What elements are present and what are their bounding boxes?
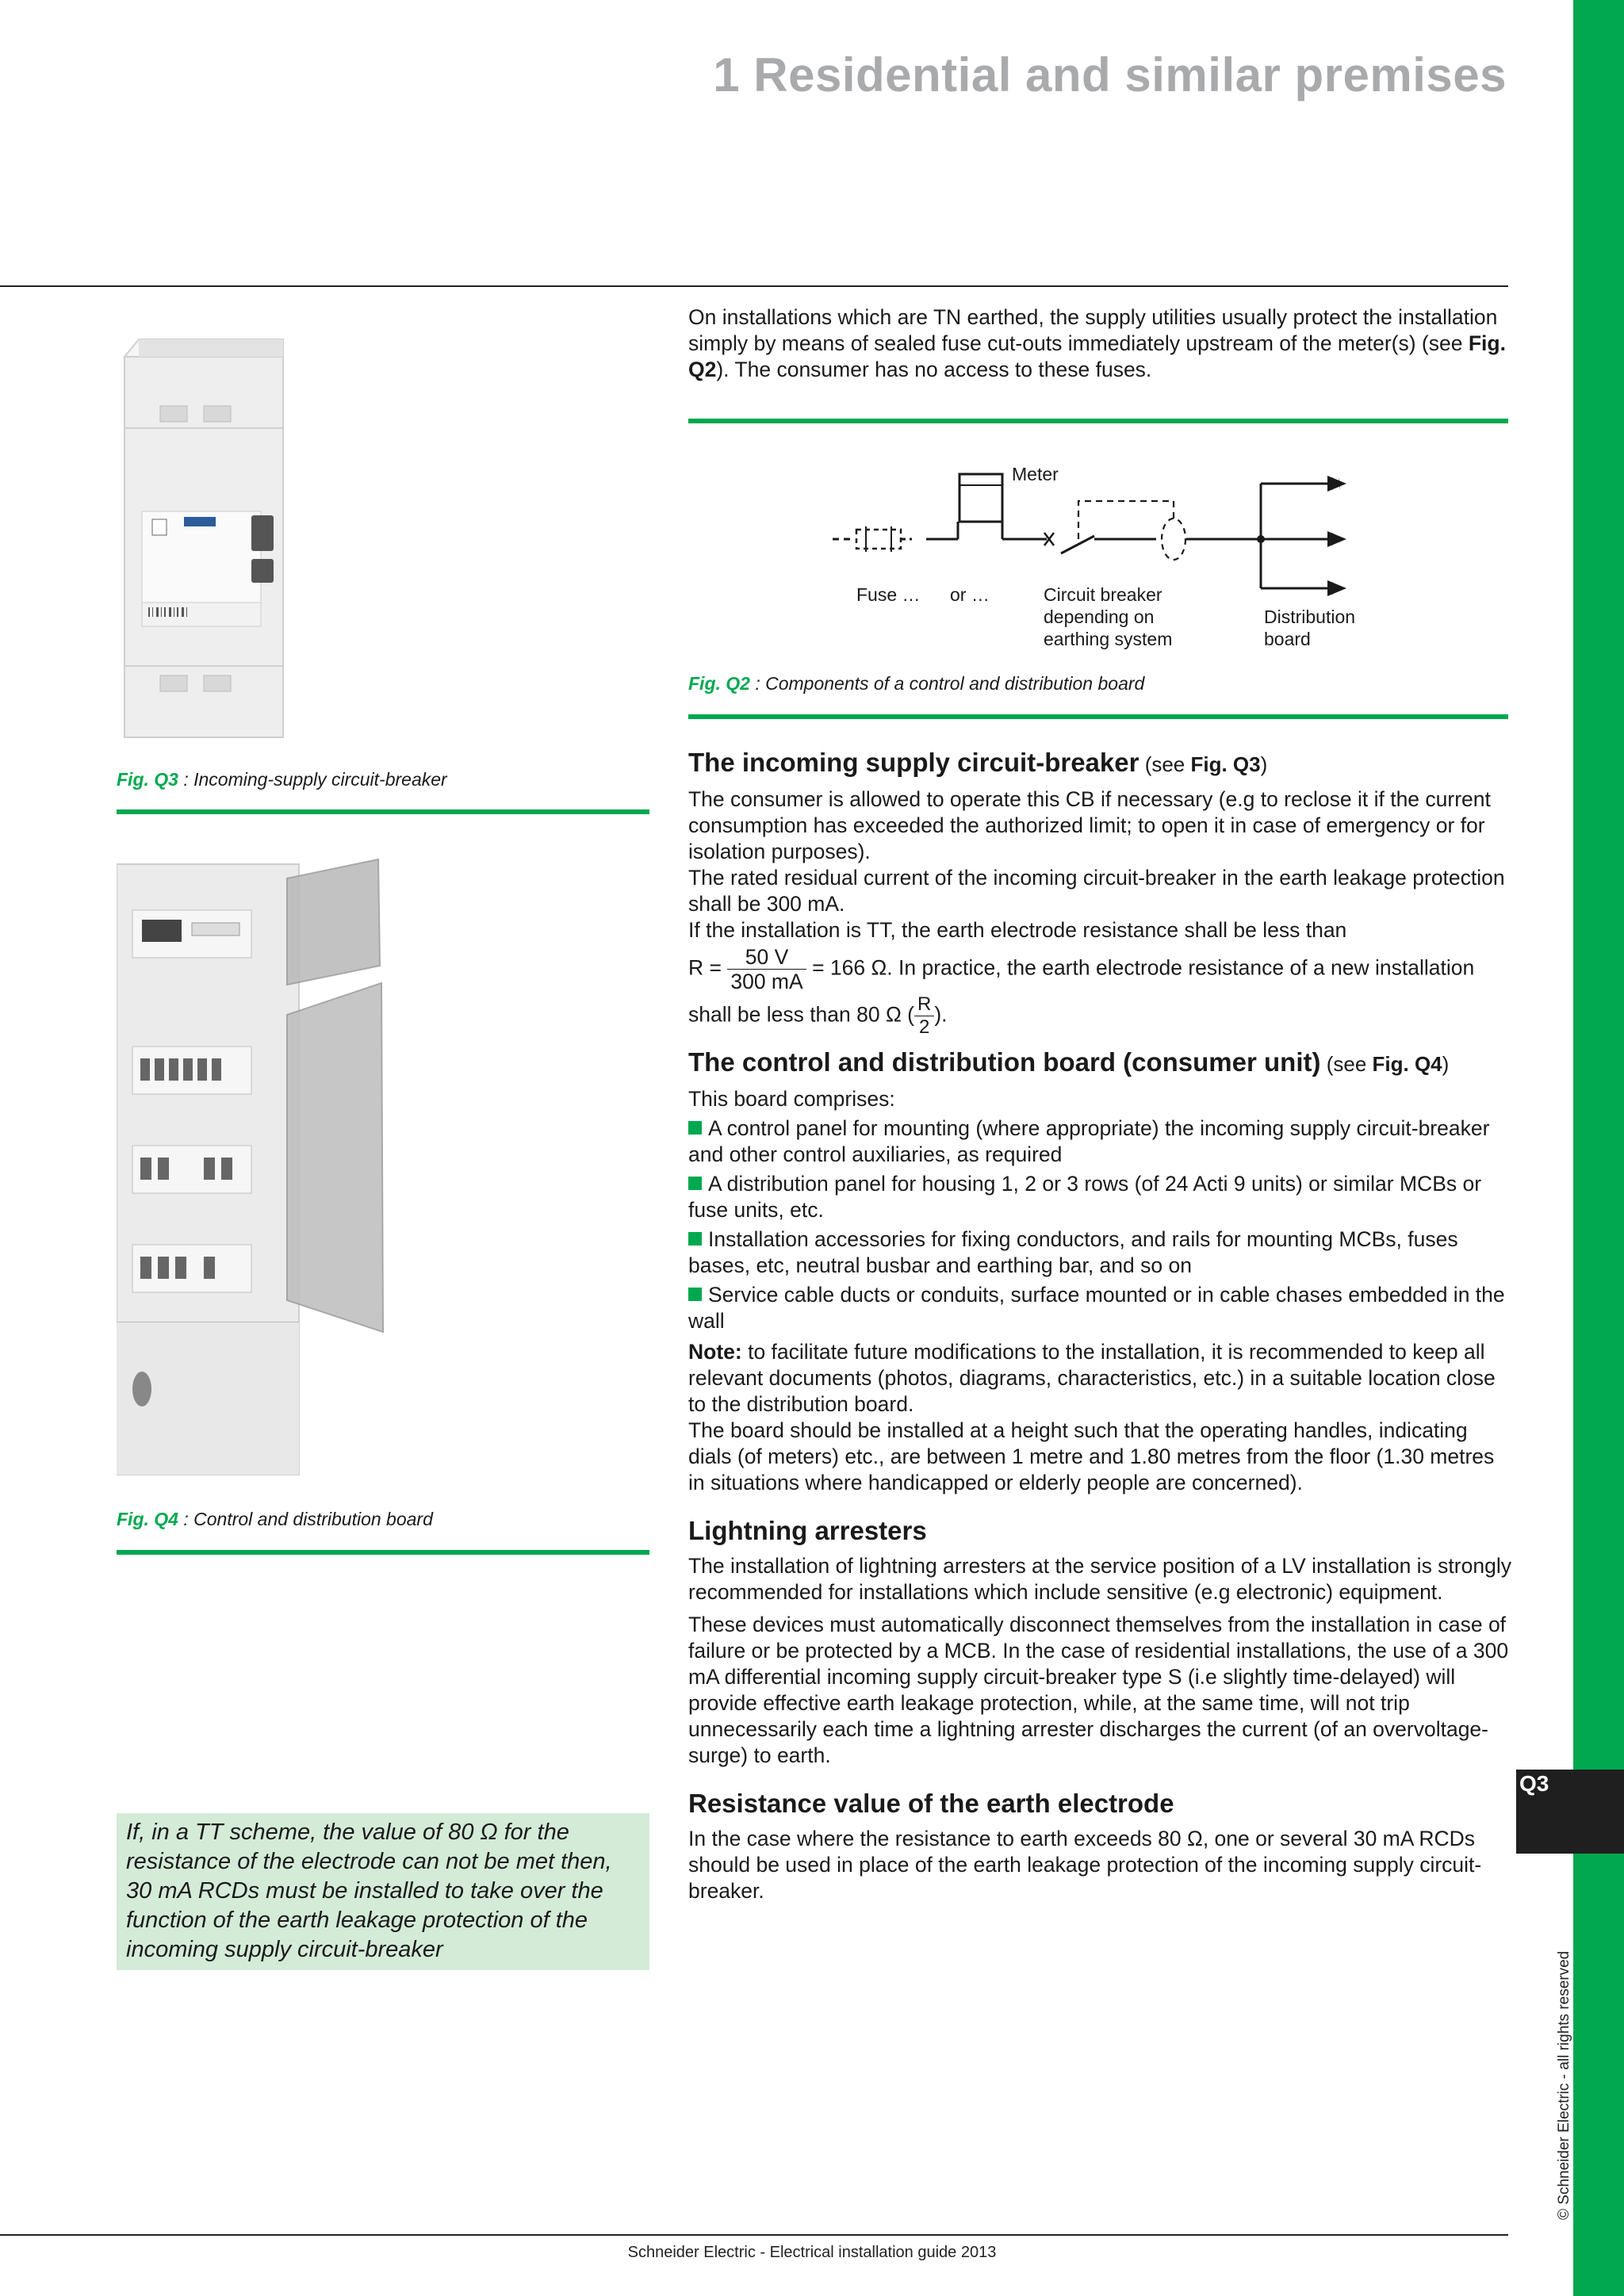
- formula-result: = 166 Ω: [812, 955, 887, 980]
- junction-dot: [1257, 535, 1265, 543]
- label-cb-3: earthing system: [1044, 629, 1173, 649]
- see-prefix-2: (see: [1320, 1052, 1373, 1076]
- incoming-p3: If the installation is TT, the earth electrode resistance shall be less than: [688, 918, 1347, 942]
- fig-q2-caption: [688, 673, 1144, 695]
- formula-after: . In practice, the earth electrode resistance of a new installation: [887, 955, 1475, 980]
- incoming-p2: The rated residual current of the incoming circuit-breaker in the earth leakage protection shall be 300 mA.: [688, 866, 1505, 916]
- note-paragraph: [688, 1339, 1513, 1418]
- see-suffix: ): [1260, 752, 1268, 776]
- rcd-ring: [1162, 519, 1185, 560]
- intro-text-end: ). The consumer has no access to these fuses.: [716, 358, 1152, 381]
- bullet-square-icon: [688, 1288, 702, 1301]
- copyright-text: © Schneider Electric - all rights reserved: [1556, 1950, 1572, 2220]
- resistance-heading: Resistance value of the earth electrode: [688, 1789, 1174, 1818]
- incoming-heading-text: The incoming supply circuit-breaker: [688, 748, 1139, 777]
- fig-q2-caption-num: Fig. Q2: [688, 673, 750, 694]
- fig-q2-bottom-rule: [688, 714, 1508, 719]
- page-footer: Schneider Electric - Electrical installation guide 2013: [627, 2244, 997, 2261]
- breaker-actuator-dashed: [1078, 501, 1174, 539]
- side-note-box: If, in a TT scheme, the value of 80 Ω for the resistance of the electrode can not be met then, 30 mA RCDs must be installed to take over the function of the earth leakage protection of the incoming supply circuit-breaker: [117, 1813, 649, 1970]
- section-title: 1 Residential and similar premises: [713, 48, 1507, 101]
- fig-q4-rule: [117, 1550, 649, 1555]
- header-rule: [0, 285, 1508, 287]
- intro-text: On installations which are TN earthed, the supply utilities usually protect the installation simply by means of sealed fuse cut-outs immediately upstream of the meter(s) (see: [688, 305, 1498, 355]
- formula-fraction: [727, 945, 806, 993]
- bullet-text: A distribution panel for housing 1, 2 or 3 rows (of 24 Acti 9 units) or similar MCBs or fuse units, etc.: [688, 1172, 1482, 1222]
- bullet-square-icon: [688, 1121, 702, 1135]
- formula-line2: [688, 993, 1513, 1039]
- r-num: R: [914, 993, 934, 1016]
- note-text: to facilitate future modifications to the installation, it is recommended to keep all relevant documents (photos, diagrams, characteristics, etc.) in a suitable location close to the distribution board.: [688, 1340, 1496, 1416]
- intro-paragraph: [688, 304, 1513, 383]
- fig-q3-image: [117, 333, 291, 745]
- lightning-heading: Lightning arresters: [688, 1516, 927, 1545]
- fig-q3-caption: [117, 769, 447, 790]
- list-item: [688, 1226, 1513, 1279]
- r-over-2-fraction: [914, 993, 934, 1039]
- meter-symbol: [959, 474, 1002, 522]
- control-heading: [688, 1047, 1513, 1080]
- fig-q3-rule: [117, 809, 649, 814]
- list-item: [688, 1171, 1513, 1223]
- label-cb-2: depending on: [1044, 607, 1155, 627]
- label-or: or …: [950, 584, 990, 605]
- resistance-formula: [688, 945, 1513, 993]
- label-cb-1: Circuit breaker: [1044, 584, 1162, 605]
- fig-q2-ref: Fig. Q2: [688, 331, 1506, 381]
- bullet-text: Installation accessories for fixing conductors, and rails for mounting MCBs, fuses bases, etc, neutral busbar and earthing bar, and so on: [688, 1227, 1458, 1277]
- fig-q4-ref: Fig. Q4: [1372, 1052, 1442, 1076]
- fig-q2-caption-text: : Components of a control and distribution board: [749, 673, 1145, 694]
- circuit-breaker-illustration: [117, 333, 291, 745]
- formula-den: 300 mA: [730, 970, 803, 993]
- fig-q3-caption-text: : Incoming-supply circuit-breaker: [178, 769, 447, 790]
- list-item: [688, 1282, 1513, 1334]
- incoming-p1: The consumer is allowed to operate this CB if necessary (e.g to reclose it if the current consumption has exceeded the authorized limit; to open it in case of emergency or for isolation purposes).: [688, 787, 1491, 863]
- bullet-text: A control panel for mounting (where appropriate) the incoming supply circuit-breaker and other control auxiliaries, as required: [688, 1116, 1490, 1166]
- formula-line2-text: shall be less than 80 Ω (: [688, 1002, 914, 1027]
- page-tab: [1516, 1770, 1624, 1854]
- fuse-symbol: [856, 530, 901, 549]
- resistance-p1: In the case where the resistance to earth exceeds 80 Ω, one or several 30 mA RCDs should be used in place of the earth leakage protection of the incoming supply circuit-breaker.: [688, 1827, 1482, 1903]
- height-paragraph: The board should be installed at a height such that the operating handles, indicating dials (of meters) etc., are between 1 metre and 1.80 metres from the floor (1.30 metres in situations where handicapped or elderly people are concerned).: [688, 1418, 1495, 1494]
- r-den: 2: [918, 1016, 930, 1038]
- fig-q4-caption-num: Fig. Q4: [117, 1509, 178, 1529]
- list-item: [688, 1115, 1513, 1168]
- formula-r: R =: [688, 955, 722, 980]
- fig-q2-top-rule: [688, 419, 1508, 423]
- label-db-2: board: [1264, 629, 1311, 649]
- fig-q2-diagram: [688, 444, 1508, 666]
- see-prefix: (see: [1139, 752, 1191, 776]
- page-tab-label: Q3: [1519, 1771, 1549, 1796]
- fig-q4-caption: [117, 1509, 433, 1530]
- see-suffix-2: ): [1442, 1052, 1450, 1076]
- fig-q3-ref: Fig. Q3: [1190, 752, 1261, 776]
- formula-close: ).: [934, 1002, 948, 1027]
- lightning-p1: The installation of lightning arresters at the service position of a LV installation is strongly recommended for installations which include sensitive (e.g electronic) equipment.: [688, 1554, 1511, 1604]
- bullet-square-icon: [688, 1177, 702, 1190]
- label-fuse: Fuse …: [856, 584, 921, 605]
- fig-q4-image: [117, 856, 386, 1483]
- distribution-board-illustration: [117, 856, 386, 1483]
- incoming-heading: [688, 747, 1513, 780]
- label-meter: Meter: [1012, 464, 1059, 484]
- fig-q4-caption-text: : Control and distribution board: [178, 1509, 433, 1529]
- label-db-1: Distribution: [1264, 607, 1356, 627]
- footer-rule: [0, 2234, 1508, 2236]
- bullet-text: Service cable ducts or conduits, surface mounted or in cable chases embedded in the wall: [688, 1283, 1505, 1333]
- main-column: [688, 731, 1513, 1911]
- formula-num: 50 V: [727, 945, 806, 970]
- note-label: Note:: [688, 1340, 742, 1364]
- control-heading-text: The control and distribution board (consumer unit): [688, 1047, 1321, 1077]
- bullet-square-icon: [688, 1232, 702, 1246]
- right-accent-strip: [1573, 0, 1624, 2296]
- fig-q3-caption-num: Fig. Q3: [117, 769, 178, 790]
- lightning-p2: These devices must automatically disconnect themselves from the installation in case of failure or be protected by a MCB. In the case of residential installations, the use of a 300 mA differential incoming supply circuit-breaker type S (i.e slightly time-delayed) will provide effective earth leakage protection, while, at the same time, will not trip unnecessarily each time a lightning arrester discharges the current (of an overvoltage-surge) to earth.: [688, 1613, 1509, 1767]
- control-intro: This board comprises:: [688, 1087, 895, 1111]
